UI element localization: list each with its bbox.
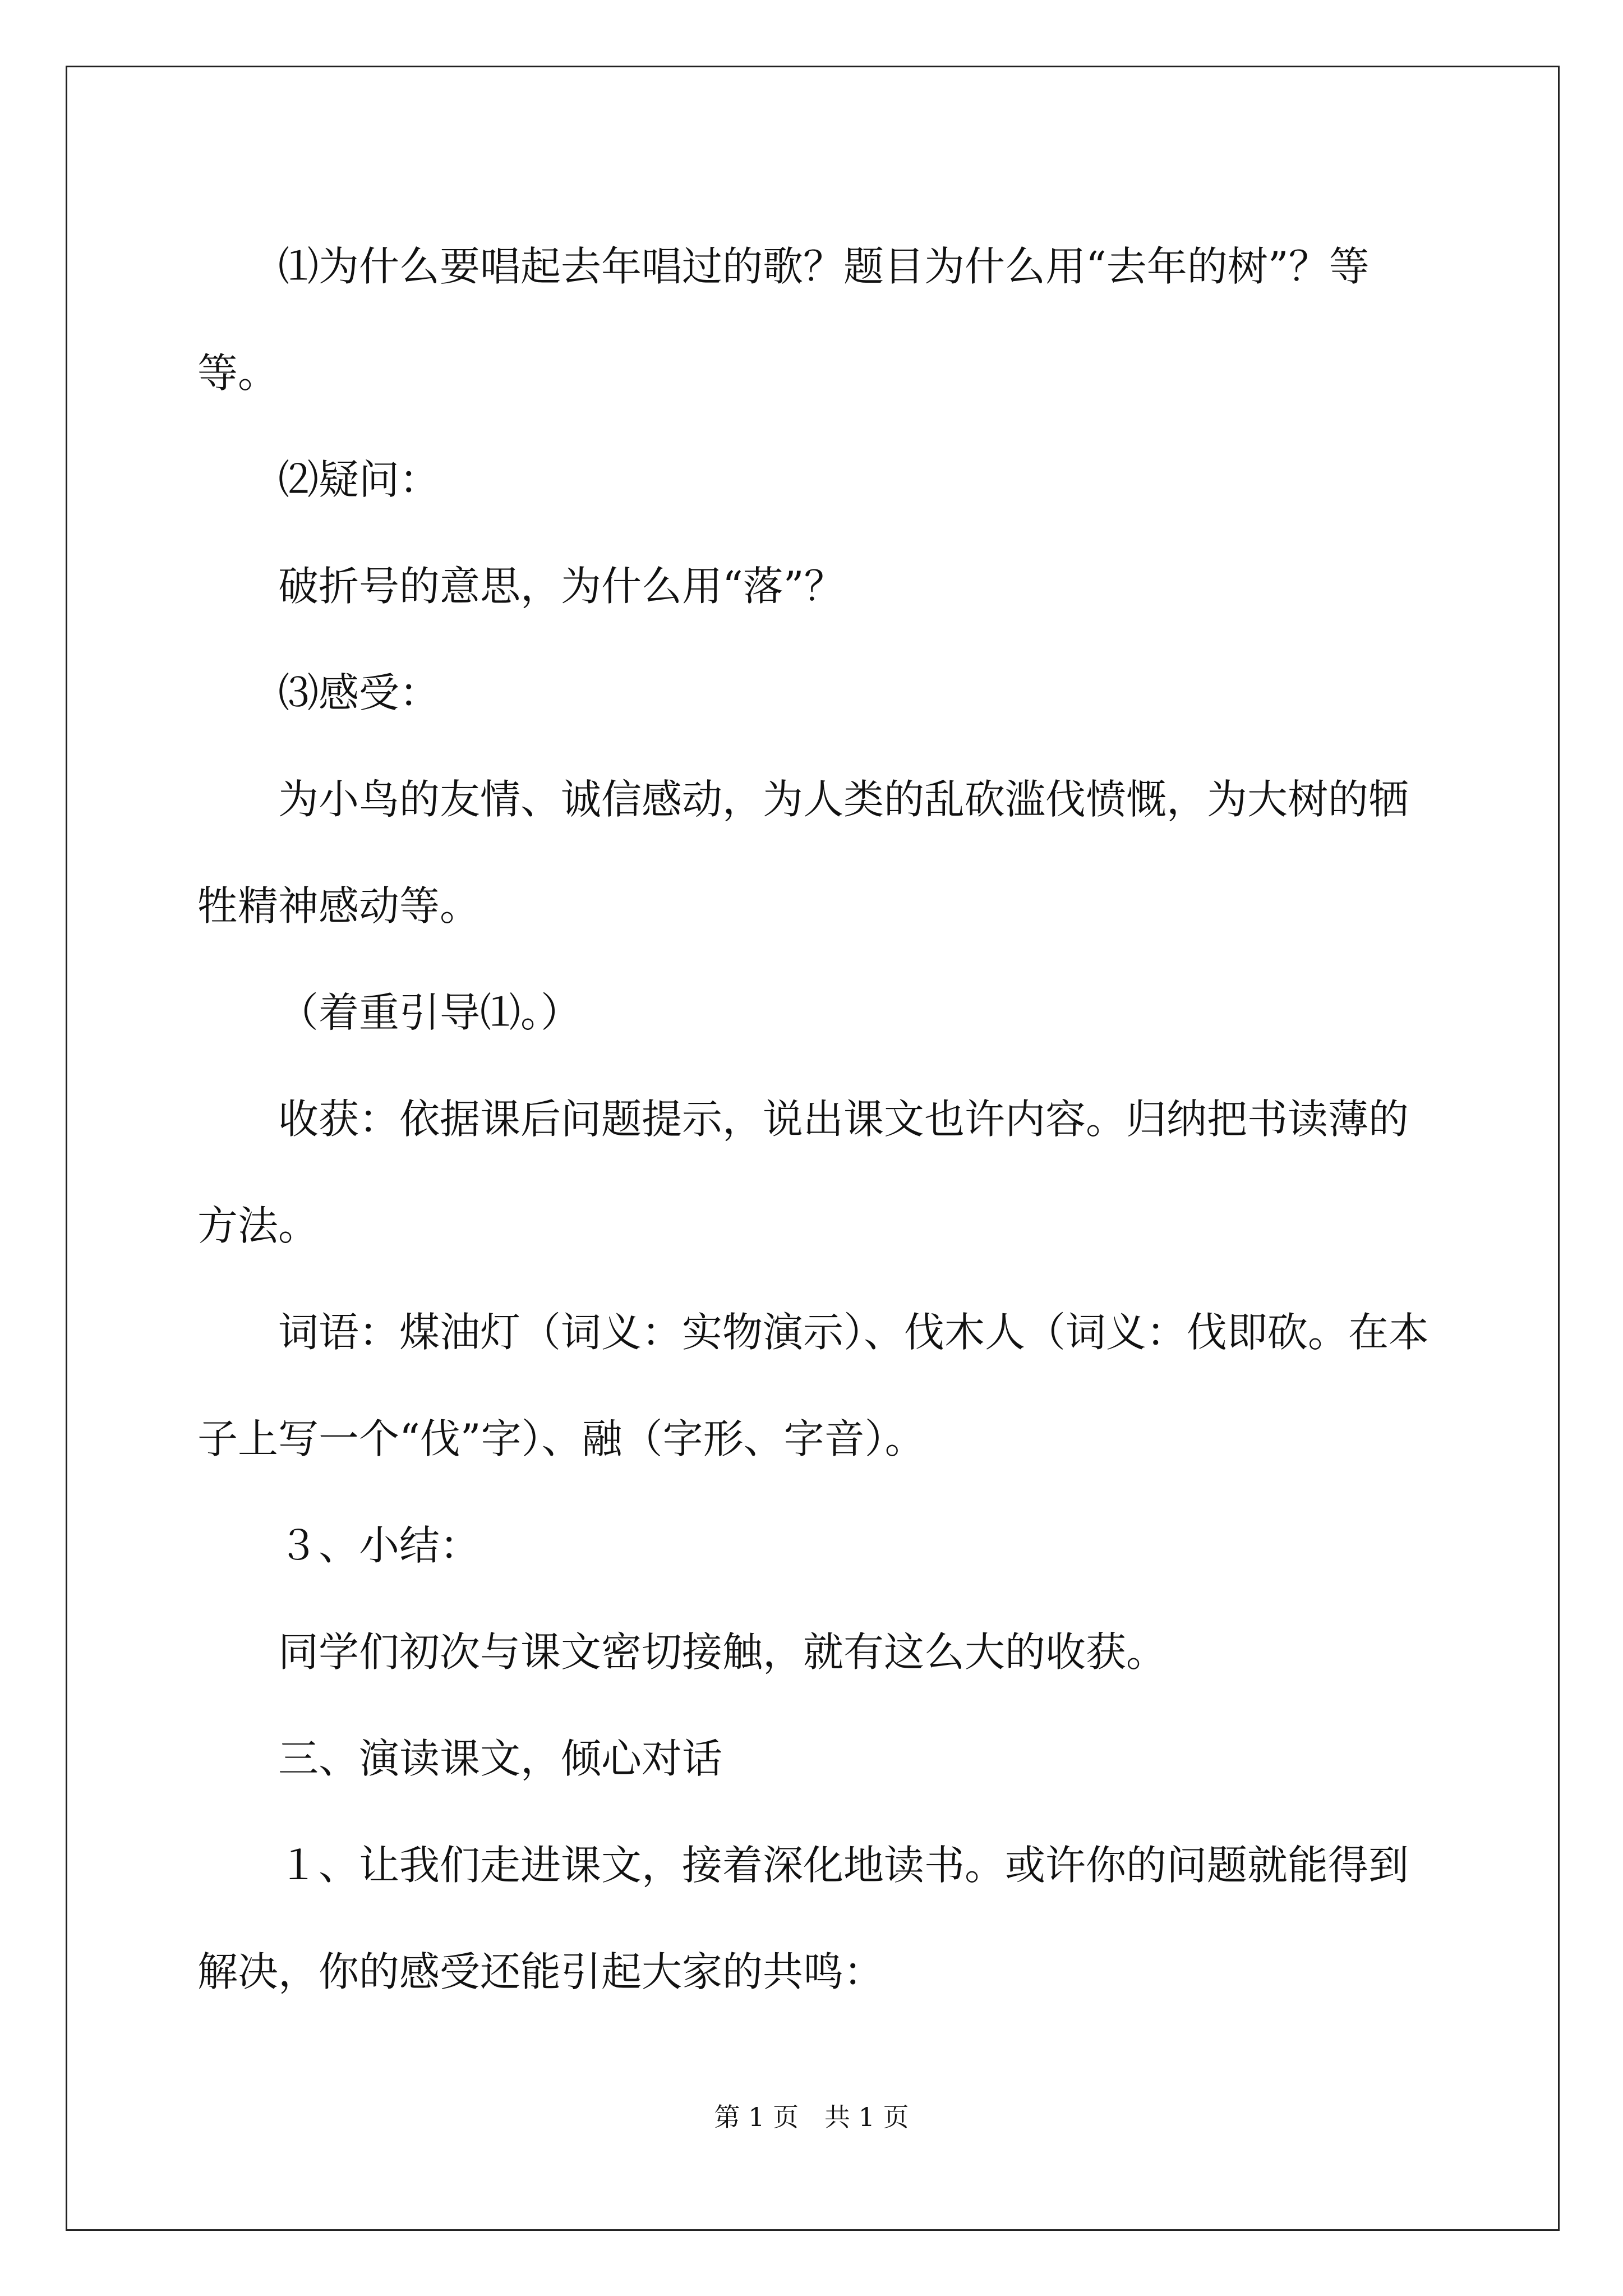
paragraph-9: ３、小结： xyxy=(278,1522,481,1569)
paragraph-2: ⑵疑问： xyxy=(278,456,440,503)
paragraph-8: 词语：煤油灯（词义：实物演示）、伐木人（词义：伐即砍。在本子上写一个“伐”字）、融（字形、字音）。 xyxy=(197,1309,1430,1462)
paragraph-4: ⑶感受： xyxy=(278,669,440,716)
paragraph-1: ⑴为什么要唱起去年唱过的歌？题目为什么用“去年的树”？等等。 xyxy=(197,243,1370,397)
paragraph-5: 为小鸟的友情、诚信感动，为人类的乱砍滥伐愤慨，为大树的牺牲精神感动等。 xyxy=(197,776,1409,930)
page-footer: 第 1 页 共 1 页 xyxy=(714,2102,909,2132)
paragraph-7: 收获：依据课后问题提示，说出课文也许内容。归纳把书读薄的方法。 xyxy=(197,1096,1409,1249)
document-body xyxy=(197,213,1431,2025)
paragraph-6: （着重引导⑴。） xyxy=(278,989,582,1036)
paragraph-12: １、让我们走进课文，接着深化地读书。或许你的问题就能得到解决，你的感受还能引起大家的共鸣： xyxy=(197,1842,1409,1995)
paragraph-10: 同学们初次与课文密切接触，就有这么大的收获。 xyxy=(278,1628,1167,1676)
paragraph-3: 破折号的意思，为什么用“落”？ xyxy=(278,563,845,610)
paragraph-11: 三、演读课文，倾心对话 xyxy=(278,1735,723,1782)
